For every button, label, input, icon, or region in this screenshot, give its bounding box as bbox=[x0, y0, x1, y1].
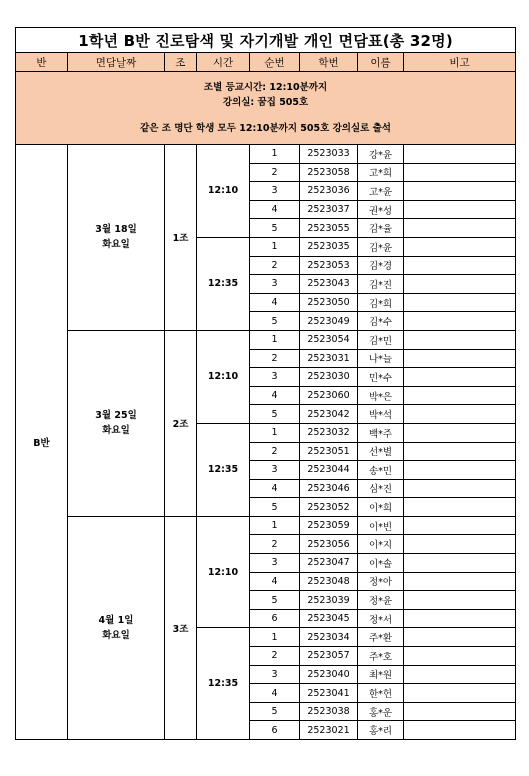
interview-date: 3월 18일 bbox=[95, 224, 137, 236]
order-cell: 4 bbox=[250, 684, 300, 703]
remarks-cell bbox=[404, 516, 516, 535]
student-name-cell: 정*아 bbox=[358, 572, 404, 591]
notice-arrival-time: 조별 등교시간: 12:10분까지 bbox=[203, 81, 328, 93]
remarks-cell bbox=[404, 219, 516, 238]
order-cell: 1 bbox=[250, 330, 300, 349]
student-id-cell: 2523021 bbox=[300, 721, 358, 740]
sheet-title: 1학년 B반 진로탐색 및 자기개발 개인 면담표(총 32명) bbox=[16, 28, 516, 53]
student-id-cell: 2523039 bbox=[300, 591, 358, 610]
remarks-cell bbox=[404, 591, 516, 610]
remarks-cell bbox=[404, 368, 516, 387]
order-cell: 2 bbox=[250, 442, 300, 461]
order-cell: 6 bbox=[250, 609, 300, 628]
student-name-cell: 선*별 bbox=[358, 442, 404, 461]
table-row bbox=[16, 145, 516, 164]
student-id-cell: 2523043 bbox=[300, 275, 358, 294]
student-name-cell: 홍*운 bbox=[358, 702, 404, 721]
remarks-cell bbox=[404, 145, 516, 164]
student-name-cell: 송*민 bbox=[358, 461, 404, 480]
remarks-cell bbox=[404, 237, 516, 256]
student-id-cell: 2523040 bbox=[300, 665, 358, 684]
student-name-cell: 정*윤 bbox=[358, 591, 404, 610]
group-cell: 3조 bbox=[165, 516, 197, 739]
student-name-cell: 한*헌 bbox=[358, 684, 404, 703]
student-name-cell: 이*솔 bbox=[358, 554, 404, 573]
interview-weekday: 화요일 bbox=[102, 425, 130, 437]
order-cell: 4 bbox=[250, 479, 300, 498]
student-id-cell: 2523037 bbox=[300, 200, 358, 219]
remarks-cell bbox=[404, 665, 516, 684]
remarks-cell bbox=[404, 535, 516, 554]
interview-schedule-table bbox=[15, 27, 516, 740]
remarks-cell bbox=[404, 702, 516, 721]
order-cell: 4 bbox=[250, 386, 300, 405]
student-id-cell: 2523032 bbox=[300, 423, 358, 442]
remarks-cell bbox=[404, 647, 516, 666]
order-cell: 5 bbox=[250, 591, 300, 610]
student-name-cell: 정*서 bbox=[358, 609, 404, 628]
header-name: 이름 bbox=[358, 53, 404, 72]
order-cell: 1 bbox=[250, 237, 300, 256]
order-cell: 1 bbox=[250, 628, 300, 647]
order-cell: 5 bbox=[250, 498, 300, 517]
remarks-cell bbox=[404, 182, 516, 201]
student-name-cell: 나*늘 bbox=[358, 349, 404, 368]
remarks-cell bbox=[404, 498, 516, 517]
group-cell: 2조 bbox=[165, 330, 197, 516]
order-cell: 3 bbox=[250, 368, 300, 387]
student-name-cell: 박*석 bbox=[358, 405, 404, 424]
student-id-cell: 2523034 bbox=[300, 628, 358, 647]
student-id-cell: 2523036 bbox=[300, 182, 358, 201]
order-cell: 6 bbox=[250, 721, 300, 740]
student-name-cell: 심*진 bbox=[358, 479, 404, 498]
interview-weekday: 화요일 bbox=[102, 239, 130, 251]
student-id-cell: 2523049 bbox=[300, 312, 358, 331]
student-name-cell: 권*성 bbox=[358, 200, 404, 219]
student-id-cell: 2523051 bbox=[300, 442, 358, 461]
time-slot-cell: 12:10 bbox=[197, 516, 250, 628]
student-name-cell: 이*지 bbox=[358, 535, 404, 554]
student-id-cell: 2523045 bbox=[300, 609, 358, 628]
student-name-cell: 최*원 bbox=[358, 665, 404, 684]
interview-date-cell bbox=[68, 145, 165, 331]
remarks-cell bbox=[404, 554, 516, 573]
order-cell: 4 bbox=[250, 572, 300, 591]
order-cell: 2 bbox=[250, 163, 300, 182]
order-cell: 1 bbox=[250, 423, 300, 442]
interview-date: 3월 25일 bbox=[95, 410, 137, 422]
notice-attendance: 같은 조 명단 학생 모두 12:10분까지 505호 강의실로 출석 bbox=[140, 122, 391, 134]
table-row bbox=[16, 516, 516, 535]
order-cell: 5 bbox=[250, 405, 300, 424]
order-cell: 2 bbox=[250, 349, 300, 368]
header-order: 순번 bbox=[250, 53, 300, 72]
order-cell: 3 bbox=[250, 665, 300, 684]
header-date: 면담날짜 bbox=[68, 53, 165, 72]
student-name-cell: 이*희 bbox=[358, 498, 404, 517]
student-id-cell: 2523042 bbox=[300, 405, 358, 424]
student-name-cell: 김*진 bbox=[358, 275, 404, 294]
header-row bbox=[16, 53, 516, 72]
remarks-cell bbox=[404, 275, 516, 294]
remarks-cell bbox=[404, 423, 516, 442]
order-cell: 2 bbox=[250, 535, 300, 554]
order-cell: 1 bbox=[250, 145, 300, 164]
student-name-cell: 김*윤 bbox=[358, 237, 404, 256]
student-name-cell: 김*희 bbox=[358, 293, 404, 312]
time-slot-cell: 12:35 bbox=[197, 423, 250, 516]
student-id-cell: 2523031 bbox=[300, 349, 358, 368]
remarks-cell bbox=[404, 330, 516, 349]
student-id-cell: 2523030 bbox=[300, 368, 358, 387]
student-name-cell: 백*주 bbox=[358, 423, 404, 442]
table-row bbox=[16, 330, 516, 349]
student-name-cell: 김*민 bbox=[358, 330, 404, 349]
time-slot-cell: 12:10 bbox=[197, 145, 250, 238]
student-name-cell: 홍*리 bbox=[358, 721, 404, 740]
order-cell: 4 bbox=[250, 200, 300, 219]
remarks-cell bbox=[404, 293, 516, 312]
remarks-cell bbox=[404, 572, 516, 591]
student-id-cell: 2523050 bbox=[300, 293, 358, 312]
remarks-cell bbox=[404, 312, 516, 331]
remarks-cell bbox=[404, 684, 516, 703]
remarks-cell bbox=[404, 461, 516, 480]
remarks-cell bbox=[404, 405, 516, 424]
student-name-cell: 김*수 bbox=[358, 312, 404, 331]
order-cell: 1 bbox=[250, 516, 300, 535]
header-group: 조 bbox=[165, 53, 197, 72]
header-time: 시간 bbox=[197, 53, 250, 72]
student-id-cell: 2523053 bbox=[300, 256, 358, 275]
student-id-cell: 2523035 bbox=[300, 237, 358, 256]
student-name-cell: 고*희 bbox=[358, 163, 404, 182]
order-cell: 4 bbox=[250, 293, 300, 312]
student-id-cell: 2523033 bbox=[300, 145, 358, 164]
student-id-cell: 2523048 bbox=[300, 572, 358, 591]
student-name-cell: 강*윤 bbox=[358, 145, 404, 164]
remarks-cell bbox=[404, 200, 516, 219]
order-cell: 3 bbox=[250, 275, 300, 294]
notice-box bbox=[16, 72, 516, 145]
time-slot-cell: 12:35 bbox=[197, 628, 250, 740]
student-name-cell: 김*율 bbox=[358, 219, 404, 238]
remarks-cell bbox=[404, 721, 516, 740]
student-id-cell: 2523060 bbox=[300, 386, 358, 405]
order-cell: 5 bbox=[250, 312, 300, 331]
student-id-cell: 2523041 bbox=[300, 684, 358, 703]
order-cell: 2 bbox=[250, 256, 300, 275]
student-id-cell: 2523056 bbox=[300, 535, 358, 554]
class-cell: B반 bbox=[16, 145, 68, 740]
student-name-cell: 고*윤 bbox=[358, 182, 404, 201]
student-name-cell: 이*빈 bbox=[358, 516, 404, 535]
order-cell: 3 bbox=[250, 554, 300, 573]
interview-date: 4월 1일 bbox=[98, 614, 134, 626]
student-name-cell: 민*수 bbox=[358, 368, 404, 387]
remarks-cell bbox=[404, 442, 516, 461]
interview-date-cell bbox=[68, 516, 165, 739]
order-cell: 2 bbox=[250, 647, 300, 666]
student-name-cell: 주*환 bbox=[358, 628, 404, 647]
notice-spacer bbox=[16, 111, 515, 121]
student-name-cell: 주*호 bbox=[358, 647, 404, 666]
group-cell: 1조 bbox=[165, 145, 197, 331]
header-class: 반 bbox=[16, 53, 68, 72]
header-remarks: 비고 bbox=[404, 53, 516, 72]
interview-date-cell bbox=[68, 330, 165, 516]
student-id-cell: 2523052 bbox=[300, 498, 358, 517]
student-name-cell: 김*경 bbox=[358, 256, 404, 275]
header-student-id: 학번 bbox=[300, 53, 358, 72]
student-id-cell: 2523047 bbox=[300, 554, 358, 573]
student-id-cell: 2523054 bbox=[300, 330, 358, 349]
remarks-cell bbox=[404, 349, 516, 368]
order-cell: 5 bbox=[250, 219, 300, 238]
student-name-cell: 박*은 bbox=[358, 386, 404, 405]
order-cell: 3 bbox=[250, 182, 300, 201]
notice-classroom: 강의실: 꿈집 505호 bbox=[222, 97, 309, 109]
student-id-cell: 2523058 bbox=[300, 163, 358, 182]
remarks-cell bbox=[404, 386, 516, 405]
remarks-cell bbox=[404, 628, 516, 647]
remarks-cell bbox=[404, 256, 516, 275]
student-id-cell: 2523059 bbox=[300, 516, 358, 535]
remarks-cell bbox=[404, 609, 516, 628]
remarks-cell bbox=[404, 479, 516, 498]
student-id-cell: 2523038 bbox=[300, 702, 358, 721]
time-slot-cell: 12:10 bbox=[197, 330, 250, 423]
interview-weekday: 화요일 bbox=[102, 629, 130, 641]
student-id-cell: 2523046 bbox=[300, 479, 358, 498]
time-slot-cell: 12:35 bbox=[197, 237, 250, 330]
student-id-cell: 2523044 bbox=[300, 461, 358, 480]
order-cell: 5 bbox=[250, 702, 300, 721]
order-cell: 3 bbox=[250, 461, 300, 480]
remarks-cell bbox=[404, 163, 516, 182]
student-id-cell: 2523055 bbox=[300, 219, 358, 238]
student-id-cell: 2523057 bbox=[300, 647, 358, 666]
